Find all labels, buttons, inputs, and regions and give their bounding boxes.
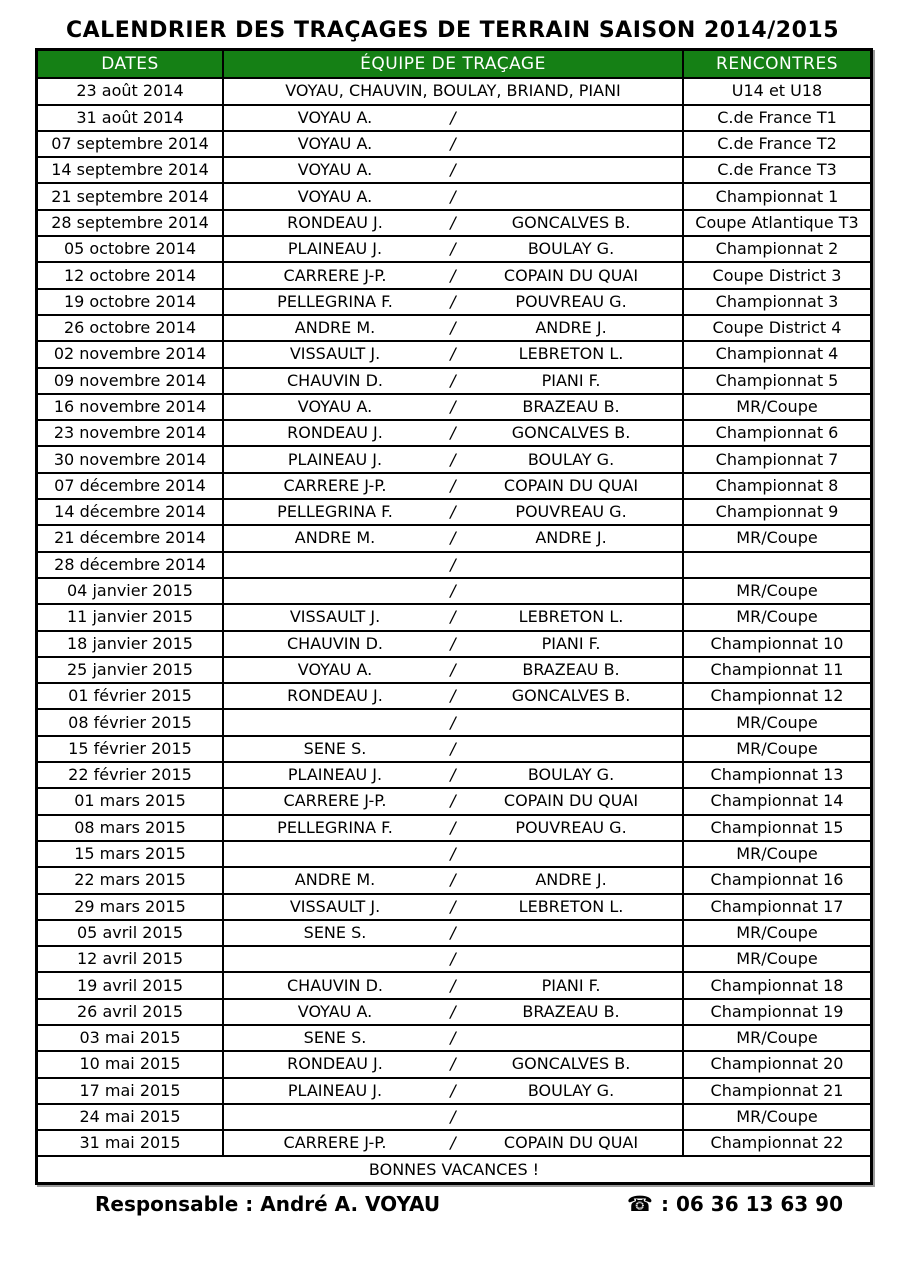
date-cell: 18 janvier 2015	[38, 632, 224, 656]
team-member-1: PELLEGRINA F.	[277, 502, 393, 522]
team-cell	[224, 421, 684, 445]
team-cell	[224, 369, 684, 393]
match-cell: Coupe District 3	[712, 265, 842, 285]
team-member-2: POUVREAU G.	[515, 817, 627, 837]
team-member-2: COPAIN DU QUAI	[503, 1133, 639, 1153]
slash-separator: /	[450, 607, 456, 627]
date-cell: 07 septembre 2014	[38, 132, 224, 156]
team-cell	[224, 895, 684, 919]
team-member-2	[460, 162, 682, 178]
table-row	[38, 369, 870, 395]
table-row	[38, 500, 870, 526]
slash-separator: /	[450, 659, 456, 679]
match-cell: Championnat 13	[710, 765, 844, 785]
slash-separator: /	[450, 134, 456, 154]
team-member-1: RONDEAU J.	[287, 212, 383, 232]
team-member-1: VOYAU A.	[297, 1001, 373, 1021]
table-row-opening	[38, 79, 870, 105]
match-cell: MR/Coupe	[736, 712, 818, 732]
team-member-1: CHAUVIN D.	[287, 370, 383, 390]
table-row	[38, 132, 870, 158]
document-footer	[95, 1192, 843, 1216]
team-cell	[224, 658, 684, 682]
team-member-1: VOYAU A.	[297, 186, 373, 206]
slash-separator: /	[450, 844, 456, 864]
match-cell: Championnat 21	[710, 1080, 844, 1100]
team-cell	[224, 1131, 684, 1155]
match-cell: Championnat 8	[715, 475, 839, 495]
team-member-1: ANDRE M.	[294, 870, 376, 890]
table-row	[38, 447, 870, 473]
team-member-2: POUVREAU G.	[515, 291, 627, 311]
date-cell: 29 mars 2015	[38, 895, 224, 919]
match-cell: Championnat 3	[715, 291, 839, 311]
team-cell	[224, 290, 684, 314]
match-cell: Championnat 16	[710, 870, 844, 890]
team-cell	[224, 763, 684, 787]
table-row	[38, 316, 870, 342]
slash-separator: /	[450, 870, 456, 890]
match-cell: Championnat 19	[710, 1001, 844, 1021]
date-cell: 21 septembre 2014	[38, 184, 224, 208]
team-cell	[224, 947, 684, 971]
slash-separator: /	[450, 922, 456, 942]
team-member-2	[460, 136, 682, 152]
team-member-1: SENE S.	[303, 922, 367, 942]
team-member-2: PIANI F.	[541, 975, 601, 995]
team-member-1: PLAINEAU J.	[287, 239, 383, 259]
date-cell: 16 novembre 2014	[38, 395, 224, 419]
slash-separator: /	[450, 318, 456, 338]
slash-separator: /	[450, 212, 456, 232]
slash-separator: /	[450, 765, 456, 785]
slash-separator: /	[450, 397, 456, 416]
date-cell: 02 novembre 2014	[38, 342, 224, 366]
team-cell	[224, 632, 684, 656]
table-row	[38, 632, 870, 658]
table-row	[38, 684, 870, 710]
match-cell: MR/Coupe	[736, 844, 818, 864]
team-member-2: COPAIN DU QUAI	[503, 265, 639, 285]
team-member-1: VOYAU A.	[297, 160, 373, 180]
table-row	[38, 579, 870, 605]
team-cell	[224, 868, 684, 892]
table-row	[38, 605, 870, 631]
responsable-label: Responsable : André A. VOYAU	[95, 1192, 441, 1216]
date-cell: 07 décembre 2014	[38, 474, 224, 498]
team-member-1: PLAINEAU J.	[287, 1080, 383, 1100]
table-row	[38, 158, 870, 184]
team-cell	[224, 921, 684, 945]
team-member-2: BRAZEAU B.	[522, 659, 620, 679]
team-member-2: ANDRE J.	[535, 318, 607, 338]
date-cell: 22 mars 2015	[38, 868, 224, 892]
team-member-1: VISSAULT J.	[289, 896, 381, 916]
date-cell: 30 novembre 2014	[38, 447, 224, 471]
slash-separator: /	[450, 1054, 456, 1074]
slash-separator: /	[450, 291, 456, 311]
date-cell: 14 décembre 2014	[38, 500, 224, 524]
team-member-1: VOYAU A.	[297, 659, 373, 679]
team-member-1: VOYAU A.	[297, 107, 373, 127]
match-cell: MR/Coupe	[736, 607, 818, 627]
date-cell: 11 janvier 2015	[38, 605, 224, 629]
slash-separator: /	[450, 581, 456, 601]
match-cell: Championnat 4	[715, 344, 839, 364]
slash-separator: /	[450, 896, 456, 916]
team-member-2	[460, 741, 682, 757]
team-member-1: RONDEAU J.	[287, 686, 383, 706]
date-cell: 05 octobre 2014	[38, 237, 224, 261]
slash-separator: /	[450, 528, 456, 548]
table-row	[38, 211, 870, 237]
table-row	[38, 553, 870, 579]
team-member-1: PELLEGRINA F.	[277, 817, 393, 837]
team-member-2: BRAZEAU B.	[522, 1001, 620, 1021]
team-member-1	[224, 846, 446, 862]
team-cell	[224, 1000, 684, 1024]
bonnes-vacances-label: BONNES VACANCES !	[368, 1159, 540, 1179]
match-cell: Championnat 7	[715, 449, 839, 469]
team-cell	[224, 789, 684, 813]
match-cell: Championnat 5	[715, 370, 839, 390]
column-header-equipe: ÉQUIPE DE TRAÇAGE	[224, 51, 684, 77]
table-row	[38, 710, 870, 736]
team-member-2: BOULAY G.	[527, 765, 615, 785]
team-cell	[224, 973, 684, 997]
match-cell: U14 et U18	[731, 81, 823, 101]
team-member-2: LEBRETON L.	[518, 607, 624, 627]
table-row	[38, 868, 870, 894]
match-cell: Coupe Atlantique T3	[695, 212, 859, 232]
team-member-2: BOULAY G.	[527, 1080, 615, 1100]
date-cell: 23 août 2014	[38, 79, 224, 103]
team-cell	[224, 526, 684, 550]
date-cell: 23 novembre 2014	[38, 421, 224, 445]
page-title: CALENDRIER DES TRAÇAGES DE TERRAIN SAISON 2014/2015	[66, 18, 839, 43]
table-row	[38, 237, 870, 263]
slash-separator: /	[450, 449, 456, 469]
column-header-rencontres: RENCONTRES	[716, 53, 838, 74]
table-body	[38, 106, 870, 1158]
match-cell: Championnat 15	[710, 817, 844, 837]
match-cell: MR/Coupe	[736, 397, 818, 416]
team-member-1	[224, 557, 446, 573]
team-cell	[224, 1052, 684, 1076]
team-cell	[224, 553, 684, 577]
table-row	[38, 106, 870, 132]
team-member-2	[460, 110, 682, 126]
table-row	[38, 842, 870, 868]
team-cell	[224, 132, 684, 156]
table-row	[38, 421, 870, 447]
team-member-2: BOULAY G.	[527, 449, 615, 469]
table-row	[38, 1131, 870, 1157]
table-row	[38, 1052, 870, 1078]
team-member-2: GONCALVES B.	[511, 1054, 631, 1074]
team-member-1: ANDRE M.	[294, 528, 376, 548]
date-cell: 25 janvier 2015	[38, 658, 224, 682]
match-cell: Championnat 22	[710, 1133, 844, 1153]
team-cell	[224, 211, 684, 235]
date-cell: 24 mai 2015	[38, 1105, 224, 1129]
team-cell	[224, 447, 684, 471]
match-cell: MR/Coupe	[736, 949, 818, 969]
team-member-2: COPAIN DU QUAI	[503, 791, 639, 811]
slash-separator: /	[450, 554, 456, 574]
date-cell: 14 septembre 2014	[38, 158, 224, 182]
team-member-2: BRAZEAU B.	[522, 397, 620, 416]
table-row	[38, 947, 870, 973]
match-cell: C.de France T3	[717, 160, 837, 180]
team-cell	[224, 1026, 684, 1050]
table-row	[38, 290, 870, 316]
match-cell: MR/Coupe	[736, 528, 818, 548]
slash-separator: /	[450, 344, 456, 364]
slash-separator: /	[450, 423, 456, 443]
team-member-2: ANDRE J.	[535, 528, 607, 548]
slash-separator: /	[450, 502, 456, 522]
table-row	[38, 184, 870, 210]
team-member-2: LEBRETON L.	[518, 344, 624, 364]
team-cell: VOYAU, CHAUVIN, BOULAY, BRIAND, PIANI	[224, 79, 684, 103]
team-member-1	[224, 715, 446, 731]
team-member-1: RONDEAU J.	[287, 1054, 383, 1074]
team-member-2	[460, 715, 682, 731]
match-cell: Championnat 12	[710, 686, 844, 706]
team-member-2: GONCALVES B.	[511, 686, 631, 706]
team-member-2: LEBRETON L.	[518, 896, 624, 916]
team-cell	[224, 263, 684, 287]
slash-separator: /	[450, 791, 456, 811]
match-cell: C.de France T2	[717, 134, 837, 154]
team-member-1: PLAINEAU J.	[287, 449, 383, 469]
phone-block	[627, 1192, 843, 1216]
table-row	[38, 816, 870, 842]
team-member-2: COPAIN DU QUAI	[503, 475, 639, 495]
team-member-1: PELLEGRINA F.	[277, 291, 393, 311]
slash-separator: /	[450, 1080, 456, 1100]
date-cell: 01 février 2015	[38, 684, 224, 708]
table-row	[38, 973, 870, 999]
team-member-2: GONCALVES B.	[511, 212, 631, 232]
date-cell: 15 mars 2015	[38, 842, 224, 866]
slash-separator: /	[450, 686, 456, 706]
date-cell: 08 mars 2015	[38, 816, 224, 840]
team-member-2: PIANI F.	[541, 370, 601, 390]
slash-separator: /	[450, 475, 456, 495]
team-member-1: ANDRE M.	[294, 318, 376, 338]
team-member-2	[460, 557, 682, 573]
team-member-2	[460, 1109, 682, 1125]
match-cell: Championnat 11	[710, 659, 844, 679]
team-member-1: SENE S.	[303, 738, 367, 758]
match-cell: Championnat 6	[715, 423, 839, 443]
team-member-1: CARRERE J-P.	[283, 1133, 387, 1153]
team-cell	[224, 737, 684, 761]
team-cell	[224, 342, 684, 366]
date-cell: 17 mai 2015	[38, 1079, 224, 1103]
match-cell: Championnat 1	[715, 186, 839, 206]
team-member-2: PIANI F.	[541, 633, 601, 653]
team-cell	[224, 579, 684, 603]
date-cell: 01 mars 2015	[38, 789, 224, 813]
date-cell: 03 mai 2015	[38, 1026, 224, 1050]
slash-separator: /	[450, 817, 456, 837]
date-cell: 15 février 2015	[38, 737, 224, 761]
team-cell	[224, 1079, 684, 1103]
team-cell	[224, 106, 684, 130]
match-cell: MR/Coupe	[736, 1107, 818, 1127]
table-header-row	[38, 51, 870, 79]
team-member-2: ANDRE J.	[535, 870, 607, 890]
table-row	[38, 895, 870, 921]
match-cell: Championnat 14	[710, 791, 844, 811]
team-member-2	[460, 1030, 682, 1046]
slash-separator: /	[450, 186, 456, 206]
team-member-1: VISSAULT J.	[289, 344, 381, 364]
phone-icon: ☎	[626, 1192, 654, 1216]
team-member-1: VISSAULT J.	[289, 607, 381, 627]
match-cell: Championnat 18	[710, 975, 844, 995]
team-member-1: CARRERE J-P.	[283, 791, 387, 811]
table-row	[38, 342, 870, 368]
table-row	[38, 395, 870, 421]
date-cell: 28 décembre 2014	[38, 553, 224, 577]
match-cell: MR/Coupe	[736, 738, 818, 758]
team-member-1	[224, 1109, 446, 1125]
team-member-1	[224, 951, 446, 967]
slash-separator: /	[450, 1028, 456, 1048]
table-row	[38, 526, 870, 552]
team-cell	[224, 710, 684, 734]
team-member-1: RONDEAU J.	[287, 423, 383, 443]
table-row	[38, 921, 870, 947]
slash-separator: /	[450, 1001, 456, 1021]
table-row	[38, 263, 870, 289]
team-member-2	[460, 925, 682, 941]
match-cell: Coupe District 4	[712, 318, 842, 338]
date-cell: 10 mai 2015	[38, 1052, 224, 1076]
table-row	[38, 763, 870, 789]
slash-separator: /	[450, 370, 456, 390]
table-row	[38, 658, 870, 684]
date-cell: 05 avril 2015	[38, 921, 224, 945]
match-cell: C.de France T1	[717, 107, 837, 127]
slash-separator: /	[450, 107, 456, 127]
calendar-table	[35, 48, 873, 1185]
team-member-1	[224, 583, 446, 599]
table-row	[38, 1105, 870, 1131]
date-cell: 19 octobre 2014	[38, 290, 224, 314]
match-cell: MR/Coupe	[736, 1028, 818, 1048]
slash-separator: /	[450, 1107, 456, 1127]
team-member-1: VOYAU A.	[297, 397, 373, 416]
date-cell: 04 janvier 2015	[38, 579, 224, 603]
date-cell: 28 septembre 2014	[38, 211, 224, 235]
team-member-1: PLAINEAU J.	[287, 765, 383, 785]
date-cell: 19 avril 2015	[38, 973, 224, 997]
team-member-1: CHAUVIN D.	[287, 975, 383, 995]
slash-separator: /	[450, 265, 456, 285]
team-member-2	[460, 583, 682, 599]
match-cell: Championnat 2	[715, 239, 839, 259]
date-cell: 26 octobre 2014	[38, 316, 224, 340]
date-cell: 08 février 2015	[38, 710, 224, 734]
match-cell: Championnat 10	[710, 633, 844, 653]
table-row	[38, 474, 870, 500]
team-cell	[224, 184, 684, 208]
team-cell	[224, 237, 684, 261]
match-cell: Championnat 20	[710, 1054, 844, 1074]
match-cell: Championnat 9	[715, 502, 839, 522]
date-cell: 09 novembre 2014	[38, 369, 224, 393]
slash-separator: /	[450, 160, 456, 180]
team-cell	[224, 684, 684, 708]
slash-separator: /	[450, 738, 456, 758]
team-member-2: GONCALVES B.	[511, 423, 631, 443]
team-member-1: CARRERE J-P.	[283, 265, 387, 285]
date-cell: 26 avril 2015	[38, 1000, 224, 1024]
date-cell: 21 décembre 2014	[38, 526, 224, 550]
team-member-1: CHAUVIN D.	[287, 633, 383, 653]
date-cell: 31 août 2014	[38, 106, 224, 130]
slash-separator: /	[450, 975, 456, 995]
match-cell: Championnat 17	[710, 896, 844, 916]
team-cell	[224, 158, 684, 182]
team-cell	[224, 1105, 684, 1129]
team-cell	[224, 816, 684, 840]
team-member-2	[460, 189, 682, 205]
team-member-1: SENE S.	[303, 1028, 367, 1048]
team-member-2	[460, 951, 682, 967]
team-cell	[224, 395, 684, 419]
table-row-closing	[38, 1157, 870, 1181]
table-row	[38, 1079, 870, 1105]
team-member-1: CARRERE J-P.	[283, 475, 387, 495]
team-member-2: BOULAY G.	[527, 239, 615, 259]
team-cell	[224, 474, 684, 498]
date-cell: 22 février 2015	[38, 763, 224, 787]
team-member-2	[460, 846, 682, 862]
slash-separator: /	[450, 633, 456, 653]
phone-number: : 06 36 13 63 90	[661, 1192, 843, 1216]
table-row	[38, 789, 870, 815]
table-row	[38, 1000, 870, 1026]
date-cell: 12 avril 2015	[38, 947, 224, 971]
table-row	[38, 1026, 870, 1052]
table-row	[38, 737, 870, 763]
column-header-dates: DATES	[38, 51, 224, 77]
team-cell	[224, 605, 684, 629]
match-cell: MR/Coupe	[736, 581, 818, 601]
team-member-1: VOYAU A.	[297, 134, 373, 154]
team-cell	[224, 500, 684, 524]
slash-separator: /	[450, 1133, 456, 1153]
date-cell: 31 mai 2015	[38, 1131, 224, 1155]
match-cell: MR/Coupe	[736, 922, 818, 942]
slash-separator: /	[450, 239, 456, 259]
slash-separator: /	[450, 712, 456, 732]
team-member-2: POUVREAU G.	[515, 502, 627, 522]
team-cell	[224, 842, 684, 866]
team-cell	[224, 316, 684, 340]
slash-separator: /	[450, 949, 456, 969]
date-cell: 12 octobre 2014	[38, 263, 224, 287]
match-cell	[684, 553, 870, 577]
